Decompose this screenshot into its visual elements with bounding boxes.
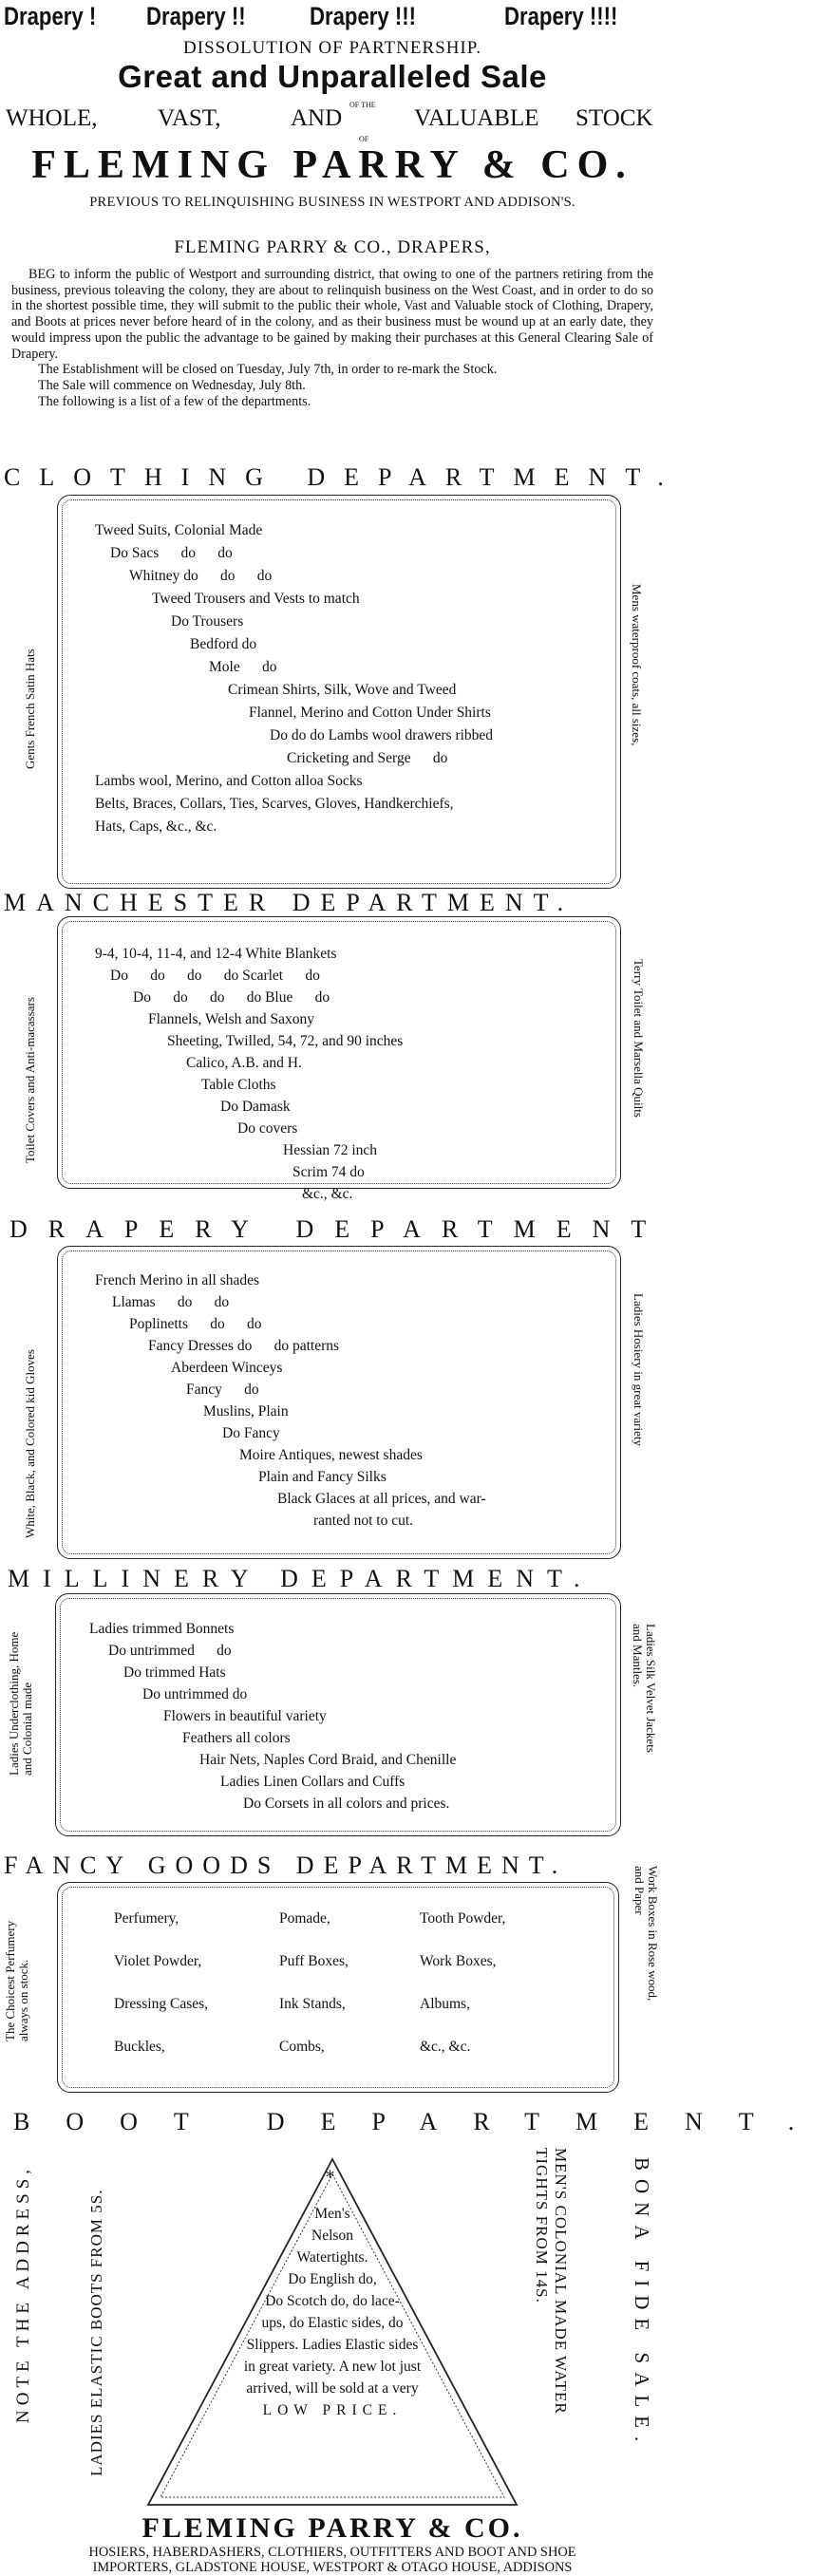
drapery-line: Aberdeen Winceys bbox=[171, 1360, 283, 1376]
clothing-line: Belts, Braces, Collars, Ties, Scarves, Gloves, Handkerchiefs, bbox=[95, 796, 454, 812]
firm-heading: FLEMING PARRY & CO. bbox=[31, 143, 633, 187]
manchester-line: Do do do do Blue do bbox=[133, 989, 330, 1006]
drapery-line: Fancy do bbox=[186, 1382, 259, 1398]
stock-word-1: WHOLE, bbox=[6, 105, 98, 131]
fancy-item: Perfumery, bbox=[114, 1910, 179, 1927]
clothing-left-side: Gents French Satin Hats bbox=[23, 649, 37, 769]
boot-star: * bbox=[326, 2168, 334, 2188]
manchester-line: Do Damask bbox=[220, 1099, 291, 1115]
fancy-item: Puff Boxes, bbox=[279, 1953, 349, 1969]
dissolution-heading: DISSOLUTION OF PARTNERSHIP. bbox=[183, 38, 481, 58]
drapery-line: Muslins, Plain bbox=[203, 1403, 289, 1420]
banner-word-1: Drapery ! bbox=[4, 2, 97, 30]
clothing-line: Flannel, Merino and Cotton Under Shirts bbox=[249, 705, 491, 721]
triangle-line: in great variety. A new lot just bbox=[243, 2359, 422, 2375]
drapery-line: Do Fancy bbox=[222, 1425, 280, 1441]
millinery-line: Do untrimmed do bbox=[108, 1643, 232, 1659]
boot-bona-fide: BONA FIDE SALE. bbox=[631, 2157, 653, 2451]
fancy-left-line: The Choicest Perfumery bbox=[3, 1920, 17, 2041]
millinery-left-line: Ladies Underclothing, Home bbox=[7, 1631, 21, 1776]
fancy-left-line: always on stock. bbox=[16, 1959, 30, 2041]
manchester-line: Calico, A.B. and H. bbox=[186, 1055, 302, 1071]
triangle-line: Do English do, bbox=[288, 2271, 377, 2287]
fancy-title: FANCY GOODS DEPARTMENT. bbox=[4, 1852, 568, 1879]
drapery-right-side: Ladies Hosiery in great variety bbox=[632, 1293, 646, 1446]
manchester-line: Scrim 74 do bbox=[292, 1164, 365, 1180]
manchester-line: Flannels, Welsh and Saxony bbox=[148, 1011, 314, 1027]
clothing-right-side: Mens waterproof coats, all sizes, bbox=[630, 584, 644, 746]
fancy-item: Violet Powder, bbox=[114, 1953, 202, 1969]
fancy-right-side bbox=[632, 1866, 659, 2001]
fancy-item: Ink Stands, bbox=[279, 1996, 346, 2012]
fancy-item: Work Boxes, bbox=[420, 1953, 497, 1969]
boot-title: BOOT DEPARTMENT. bbox=[13, 2108, 830, 2135]
drapery-line: Plain and Fancy Silks bbox=[258, 1469, 387, 1485]
fancy-item: Dressing Cases, bbox=[114, 1996, 209, 2012]
clothing-line: Whitney do do do bbox=[129, 568, 273, 584]
clothing-line: Tweed Trousers and Vests to match bbox=[152, 591, 360, 607]
drapery-line: ranted not to cut. bbox=[313, 1513, 414, 1529]
fancy-item: Tooth Powder, bbox=[420, 1910, 506, 1927]
clothing-line: Hats, Caps, &c., &c. bbox=[95, 818, 217, 835]
manchester-line: Do do do do Scarlet do bbox=[110, 968, 320, 984]
clothing-line: Tweed Suits, Colonial Made bbox=[95, 522, 263, 538]
manchester-title: MANCHESTER DEPARTMENT. bbox=[4, 889, 575, 916]
drapery-line: Moire Antiques, newest shades bbox=[239, 1447, 423, 1463]
fancy-right-line: and Paper bbox=[632, 1866, 647, 1915]
closed-notice: The Establishment will be closed on Tuesday, July 7th, in order to re-mark the Stock. bbox=[38, 362, 498, 378]
manchester-line: Do covers bbox=[237, 1120, 298, 1137]
manchester-right-side: Terry Toilet and Marsella Quilts bbox=[632, 959, 646, 1118]
previous-line: PREVIOUS TO RELINQUISHING BUSINESS IN WESTPORT AND ADDISON'S. bbox=[89, 195, 575, 210]
intro-text bbox=[11, 267, 653, 409]
fancy-grid bbox=[114, 1910, 589, 2072]
commence-notice: The Sale will commence on Wednesday, July 8th. bbox=[38, 377, 306, 393]
triangle-line: arrived, will be sold at a very bbox=[246, 2380, 419, 2397]
manchester-left-side: Toilet Covers and Anti-macassars bbox=[23, 997, 37, 1163]
clothing-line: Bedford do bbox=[190, 636, 257, 652]
manchester-line: Table Cloths bbox=[201, 1077, 276, 1093]
intro-paragraph: BEG to inform the public of Westport and surrounding district, that owing to one of the partners retiring from the business, previous toleaving the colony, they are about to relinquish business on the West Coast, and in order to do so in the shortest possible time, they will submit to the public their whole, Vast and Valuable stock of Clothing, Drapery, and Boots at prices never before heard of in the colony, and as their business must be wound up at an early date, they would impress upon the public the advantage to be gained by making their purchases at this General Clearing Sale of Drapery. bbox=[11, 267, 653, 362]
triangle-line: LOW PRICE. bbox=[262, 2402, 403, 2418]
footer-line-1: HOSIERS, HABERDASHERS, CLOTHIERS, OUTFITTERS AND BOOT AND SHOE bbox=[88, 2545, 576, 2560]
drapery-left-side: White, Black, and Colored kid Gloves bbox=[23, 1349, 37, 1538]
millinery-line: Do untrimmed do bbox=[142, 1686, 248, 1702]
clothing-line: Mole do bbox=[209, 659, 277, 675]
manchester-line: Sheeting, Twilled, 54, 72, and 90 inches bbox=[167, 1033, 404, 1049]
millinery-line: Flowers in beautiful variety bbox=[163, 1708, 327, 1724]
triangle-line: ups, do Elastic sides, do bbox=[261, 2315, 404, 2331]
millinery-line: Ladies Linen Collars and Cuffs bbox=[220, 1774, 406, 1790]
drapers-heading: FLEMING PARRY & CO., DRAPERS, bbox=[174, 237, 491, 257]
drapery-title: DRAPERY DEPARTMENT bbox=[9, 1215, 668, 1243]
millinery-title: MILLINERY DEPARTMENT. bbox=[8, 1565, 594, 1592]
triangle-line: Do Scotch do, do lace- bbox=[265, 2293, 400, 2309]
millinery-line: Do trimmed Hats bbox=[123, 1664, 226, 1681]
of-the-label: OF THE bbox=[349, 101, 376, 109]
fancy-left-side bbox=[4, 1921, 30, 2041]
stock-word-5: STOCK bbox=[575, 105, 653, 131]
stock-line bbox=[0, 105, 665, 134]
millinery-right-line: Ladies Silk Velvet Jackets bbox=[644, 1624, 658, 1753]
stock-word-2: VAST, bbox=[158, 105, 221, 131]
drapery-line: Llamas do do bbox=[112, 1294, 230, 1310]
triangle-line: Nelson bbox=[311, 2228, 353, 2244]
millinery-left-side bbox=[8, 1632, 34, 1776]
drapery-line: Fancy Dresses do do patterns bbox=[148, 1338, 340, 1354]
millinery-line: Hair Nets, Naples Cord Braid, and Chenille bbox=[199, 1752, 457, 1768]
following-notice: The following is a list of a few of the departments. bbox=[38, 393, 311, 409]
banner-word-2: Drapery !! bbox=[146, 2, 246, 30]
fancy-item: Albums, bbox=[420, 1996, 470, 2012]
boot-ladies-elastic: LADIES ELASTIC BOOTS FROM 5S. bbox=[87, 2189, 105, 2476]
fancy-item: Combs, bbox=[279, 2039, 325, 2055]
boot-triangle-text bbox=[152, 2203, 513, 2421]
triangle-line: Men's bbox=[314, 2206, 350, 2222]
stock-word-3: AND bbox=[291, 105, 343, 131]
clothing-title: CLOTHING DEPARTMENT. bbox=[4, 463, 683, 491]
fancy-item: Pomade, bbox=[279, 1910, 330, 1927]
manchester-line: Hessian 72 inch bbox=[283, 1142, 378, 1158]
millinery-line: Feathers all colors bbox=[182, 1730, 291, 1746]
clothing-line: Do Trousers bbox=[171, 613, 244, 630]
millinery-line: Ladies trimmed Bonnets bbox=[89, 1621, 235, 1637]
fancy-right-line: Work Boxes in Rose wood, bbox=[646, 1866, 660, 2002]
boot-mens-colonial bbox=[532, 2148, 570, 2415]
great-sale-heading: Great and Unparalleled Sale bbox=[118, 59, 547, 94]
millinery-line: Do Corsets in all colors and prices. bbox=[243, 1796, 450, 1812]
boot-note-address: NOTE THE ADDRESS, bbox=[13, 2164, 33, 2423]
manchester-line: 9-4, 10-4, 11-4, and 12-4 White Blankets bbox=[95, 946, 337, 962]
clothing-line: Lambs wool, Merino, and Cotton alloa Socks bbox=[95, 773, 363, 789]
drapery-line: Poplinetts do do bbox=[129, 1316, 262, 1332]
of-label: OF bbox=[359, 135, 369, 143]
fancy-item: &c., &c. bbox=[420, 2039, 471, 2055]
banner bbox=[4, 0, 661, 38]
banner-word-4: Drapery !!!! bbox=[504, 2, 618, 30]
triangle-line: Slippers. Ladies Elastic sides bbox=[246, 2337, 419, 2353]
banner-word-3: Drapery !!! bbox=[310, 2, 416, 30]
triangle-line: Watertights. bbox=[296, 2249, 368, 2266]
millinery-right-side bbox=[631, 1624, 657, 1753]
drapery-line: Black Glaces at all prices, and war- bbox=[277, 1491, 486, 1507]
manchester-line: &c., &c. bbox=[302, 1186, 353, 1202]
clothing-line: Do do do Lambs wool drawers ribbed bbox=[270, 727, 494, 743]
millinery-right-line: and Mantles. bbox=[631, 1624, 645, 1688]
boot-mens-line: MEN'S COLONIAL MADE WATER bbox=[552, 2148, 570, 2415]
clothing-line: Cricketing and Serge do bbox=[287, 750, 448, 766]
drapery-line: French Merino in all shades bbox=[95, 1272, 260, 1288]
fancy-item: Buckles, bbox=[114, 2039, 165, 2055]
millinery-left-line: and Colonial made bbox=[20, 1682, 34, 1776]
clothing-line: Crimean Shirts, Silk, Wove and Tweed bbox=[228, 682, 457, 698]
footer-line-2: IMPORTERS, GLADSTONE HOUSE, WESTPORT & OTAGO HOUSE, ADDISONS bbox=[92, 2560, 573, 2575]
footer-firm: FLEMING PARRY & CO. bbox=[141, 2512, 523, 2544]
boot-mens-line: TIGHTS FROM 14S. bbox=[533, 2148, 551, 2303]
clothing-line: Do Sacs do do bbox=[110, 545, 233, 561]
stock-word-4: VALUABLE bbox=[414, 105, 539, 131]
